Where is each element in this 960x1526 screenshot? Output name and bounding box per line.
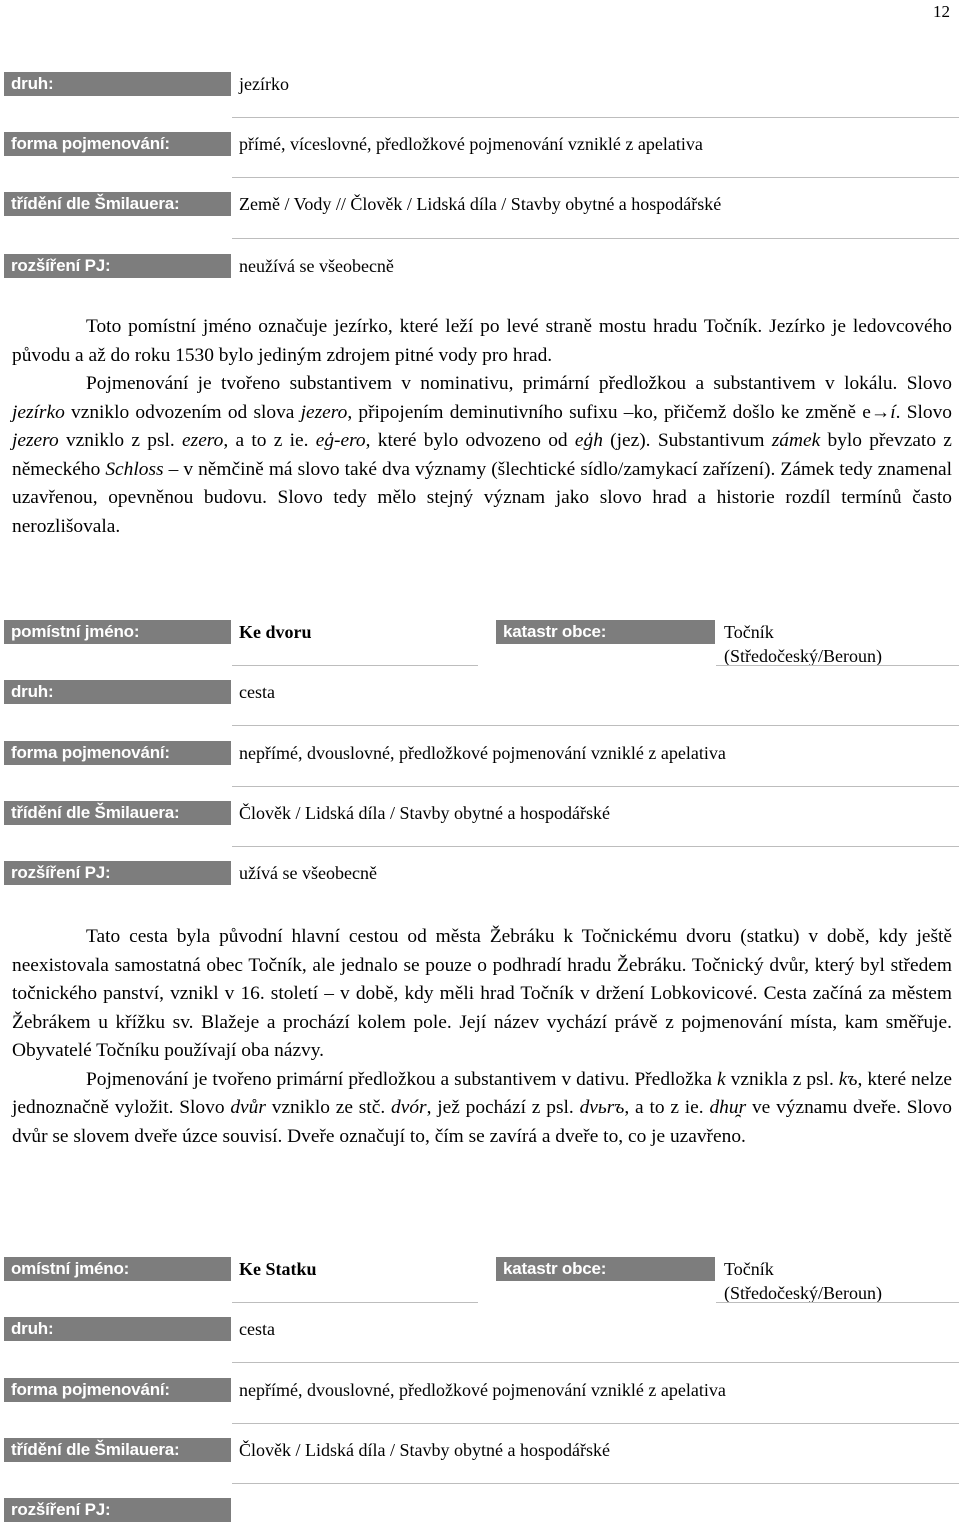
page-number: 12 bbox=[933, 2, 950, 21]
field-value-katastr-line1: Točník bbox=[724, 1259, 774, 1279]
divider bbox=[716, 1302, 959, 1303]
divider bbox=[232, 1362, 959, 1363]
field-value-pomistni-jmeno: Ke Statku bbox=[239, 1259, 317, 1279]
divider bbox=[232, 177, 959, 178]
divider bbox=[232, 725, 959, 726]
divider bbox=[716, 665, 959, 666]
paragraph: Toto pomístní jméno označuje jezírko, které leží po levé straně mostu hradu Točník. Jezírko je ledovcového původu a až do roku 1530 bylo jediným zdrojem pitné vody pro hrad. bbox=[12, 316, 952, 366]
divider bbox=[232, 1302, 478, 1303]
divider bbox=[232, 665, 478, 666]
field-label-trideni: třídění dle Šmilauera: bbox=[4, 1438, 231, 1462]
field-value-druh: jezírko bbox=[239, 74, 289, 94]
divider bbox=[232, 846, 959, 847]
field-value-katastr-line1: Točník bbox=[724, 622, 774, 642]
entry-description bbox=[12, 313, 952, 541]
field-value-rozsireni: užívá se všeobecně bbox=[239, 863, 377, 883]
field-value-druh: cesta bbox=[239, 1319, 275, 1339]
paragraph: Pojmenování je tvořeno substantivem v nominativu, primární předložkou a substantivem v lokálu. Slovo jezírko vzniklo odvozením od slova jezero, připojením deminutivního sufixu –ko, přičemž došlo ke změně e→í. Slovo jezero vzniklo z psl. ezero, a to z ie. eģ-ero, které bylo odvozeno od eģh (jez). Substantivum zámek bylo převzato z německého Schloss – v němčině má slovo také dva významy (šlechtické sídlo/zamykací zařízení). Zámek tedy znamenal uzavřenou, opevněnou budovu. Slovo tedy mělo stejný význam jako slovo hrad a historie rozdíl termínů často nerozlišovala. bbox=[12, 373, 952, 537]
field-label-druh: druh: bbox=[4, 72, 231, 96]
field-label-trideni: třídění dle Šmilauera: bbox=[4, 801, 231, 825]
field-label-rozsireni: rozšíření PJ: bbox=[4, 861, 231, 885]
divider bbox=[232, 786, 959, 787]
field-value-katastr-line2: (Středočeský/Beroun) bbox=[724, 1283, 882, 1303]
field-label-katastr: katastr obce: bbox=[496, 1257, 715, 1281]
divider bbox=[232, 1423, 959, 1424]
field-value-trideni: Člověk / Lidská díla / Stavby obytné a hospodářské bbox=[239, 1440, 610, 1460]
field-value-forma: nepřímé, dvouslovné, předložkové pojmenování vzniklé z apelativa bbox=[239, 1380, 726, 1400]
divider bbox=[232, 1483, 959, 1484]
field-label-pomistni-jmeno: omístní jméno: bbox=[4, 1257, 231, 1281]
field-label-forma: forma pojmenování: bbox=[4, 1378, 231, 1402]
field-value-trideni: Člověk / Lidská díla / Stavby obytné a hospodářské bbox=[239, 803, 610, 823]
field-label-rozsireni: rozšíření PJ: bbox=[4, 1498, 231, 1522]
field-value-druh: cesta bbox=[239, 682, 275, 702]
entry-description bbox=[12, 923, 952, 1151]
field-label-katastr: katastr obce: bbox=[496, 620, 715, 644]
field-label-druh: druh: bbox=[4, 1317, 231, 1341]
field-value-pomistni-jmeno: Ke dvoru bbox=[239, 622, 312, 642]
field-value-trideni: Země / Vody // Člověk / Lidská díla / Stavby obytné a hospodářské bbox=[239, 194, 722, 214]
field-label-forma: forma pojmenování: bbox=[4, 132, 231, 156]
field-label-forma: forma pojmenování: bbox=[4, 741, 231, 765]
paragraph: Pojmenování je tvořeno primární předložkou a substantivem v dativu. Předložka k vznikla z psl. kъ, které nelze jednoznačně vyložit. Slovo dvůr vzniklo ze stč. dvór, jež pochází z psl. dvьrъ, a to z ie. dhu̯r ve významu dveře. Slovo dvůr se slovem dveře úzce souvisí. Dveře označují to, čím se zavírá a dveře to, co je uzavřeno. bbox=[12, 1068, 953, 1147]
divider bbox=[232, 117, 959, 118]
field-label-rozsireni: rozšíření PJ: bbox=[4, 254, 231, 278]
divider bbox=[232, 238, 959, 239]
field-value-forma: přímé, víceslovné, předložkové pojmenování vzniklé z apelativa bbox=[239, 134, 703, 154]
field-label-trideni: třídění dle Šmilauera: bbox=[4, 192, 231, 216]
field-label-druh: druh: bbox=[4, 680, 231, 704]
field-value-katastr-line2: (Středočeský/Beroun) bbox=[724, 646, 882, 666]
field-label-pomistni-jmeno: pomístní jméno: bbox=[4, 620, 231, 644]
paragraph: Tato cesta byla původní hlavní cestou od města Žebráku k Točnickému dvoru (statku) v době, kdy ještě neexistovala samostatná obec Točník, ale jednalo se pouze o podhradí hradu Žebráku. Točnický dvůr, který byl středem točnického panství, vznikl v 16. století – v době, kdy měli hrad Točník v držení Lobkovicové. Cesta začíná za městem Žebrákem u křížku sv. Blažeje a prochází kolem pole. Její název vychází právě z pojmenování místa, kam směřuje. Obyvatelé Točníku používají oba názvy. bbox=[12, 926, 952, 1061]
field-value-forma: nepřímé, dvouslovné, předložkové pojmenování vzniklé z apelativa bbox=[239, 743, 726, 763]
field-value-rozsireni: neužívá se všeobecně bbox=[239, 256, 394, 276]
